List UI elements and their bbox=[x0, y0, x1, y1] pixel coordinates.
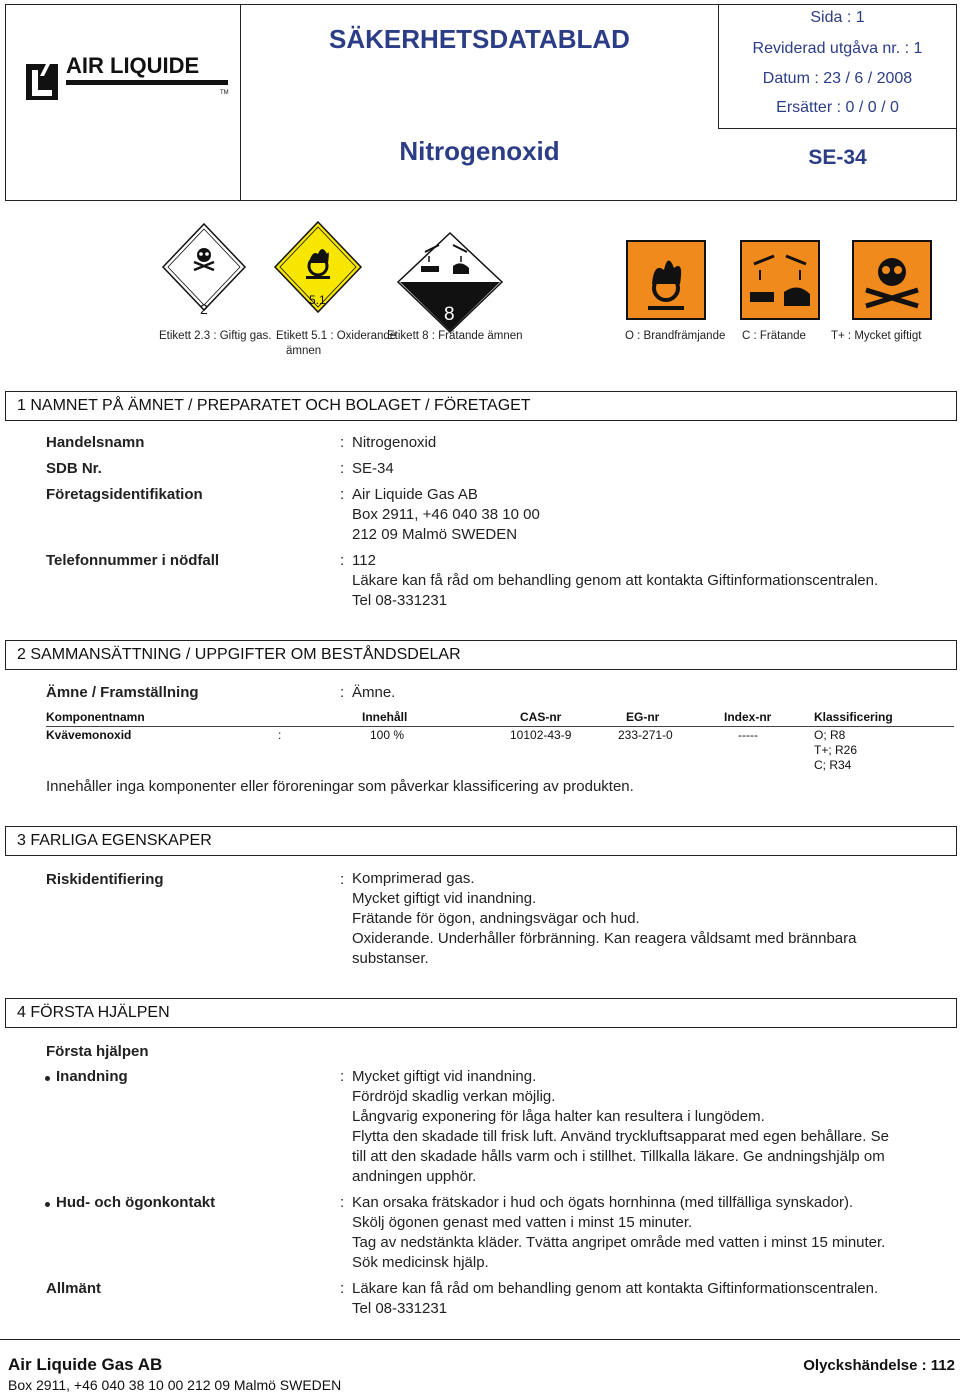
general-line-1: Läkare kan få råd om behandling genom att kontakta Giftinformationscentralen. bbox=[352, 1280, 879, 1297]
label-caption-oxidizer: Etikett 5.1 : Oxiderande bbox=[276, 330, 397, 342]
toxic-gas-diamond-icon bbox=[160, 218, 250, 323]
footer-address: Box 2911, +46 040 38 10 00 212 09 Malmö SWEDEN bbox=[8, 1377, 342, 1393]
section-2-heading: 2 SAMMANSÄTTNING / UPPGIFTER OM BESTÅNDSDELAR bbox=[5, 640, 957, 670]
label-caption-O: O : Brandfrämjande bbox=[625, 330, 726, 342]
component-index: ----- bbox=[738, 728, 758, 742]
svg-text:TM: TM bbox=[220, 90, 229, 96]
colon: : bbox=[340, 486, 345, 503]
air-liquide-logo bbox=[24, 36, 234, 102]
svg-text:2: 2 bbox=[200, 301, 208, 317]
revision-number: Reviderad utgåva nr. : 1 bbox=[752, 40, 923, 57]
col-header-cas: CAS-nr bbox=[520, 710, 562, 724]
trade-name-value: Nitrogenoxid bbox=[352, 434, 437, 451]
colon: : bbox=[340, 552, 345, 569]
bullet-icon bbox=[45, 1076, 50, 1081]
general-label: Allmänt bbox=[46, 1280, 102, 1297]
component-name: Kvävemonoxid bbox=[46, 728, 132, 742]
revision-date: Datum : 23 / 6 / 2008 bbox=[762, 70, 913, 87]
colon: : bbox=[340, 460, 345, 477]
label-caption-toxic-gas: Etikett 2.3 : Giftig gas. bbox=[159, 330, 272, 342]
company-city: 212 09 Malmö SWEDEN bbox=[352, 526, 518, 543]
emergency-phone-value: 112 bbox=[352, 552, 376, 569]
risk-line-3: Frätande för ögon, andningsvägar och hud. bbox=[352, 910, 640, 927]
poison-center-phone: Tel 08-331231 bbox=[352, 592, 448, 609]
label-caption-Tplus: T+ : Mycket giftigt bbox=[831, 330, 922, 342]
company-box: Box 2911, +46 040 38 10 00 bbox=[352, 506, 540, 523]
sds-no-value: SE-34 bbox=[352, 460, 394, 477]
skin-eye-line-2: Skölj ögonen genast med vatten i minst 15 minuter. bbox=[352, 1214, 693, 1231]
component-cas: 10102-43-9 bbox=[510, 728, 572, 742]
skin-eye-label: Hud- och ögonkontakt bbox=[56, 1194, 216, 1211]
risk-line-1: Komprimerad gas. bbox=[352, 870, 475, 887]
composition-note: Innehåller inga komponenter eller föroreningar som påverkar klassificering av produkten. bbox=[46, 778, 634, 795]
svg-text:5.1: 5.1 bbox=[309, 293, 326, 307]
skin-eye-line-1: Kan orsaka frätskador i hud och ögats hornhinna (med tillfälliga synskador). bbox=[352, 1194, 854, 1211]
component-content: 100 % bbox=[370, 728, 405, 742]
trade-name-label: Handelsnamn bbox=[46, 434, 145, 451]
inhalation-line-5: till att den skadade hålls varm och i stillhet. Tillkalla läkare. Ge andningshjälp om bbox=[352, 1148, 885, 1165]
colon: : bbox=[340, 1280, 345, 1297]
sds-no-label: SDB Nr. bbox=[46, 460, 102, 477]
very-toxic-orange-icon bbox=[852, 240, 932, 320]
first-aid-subheading: Första hjälpen bbox=[46, 1043, 149, 1060]
section-4-heading: 4 FÖRSTA HJÄLPEN bbox=[5, 998, 957, 1028]
risk-line-4: Oxiderande. Underhåller förbränning. Kan reagera våldsamt med brännbara bbox=[352, 930, 857, 947]
replaces-date: Ersätter : 0 / 0 / 0 bbox=[776, 99, 899, 116]
colon: : bbox=[340, 434, 345, 451]
inhalation-line-4: Flytta den skadade till frisk luft. Använd tryckluftsapparat med egen behållare. Se bbox=[352, 1128, 889, 1145]
inhalation-line-2: Fördröjd skadlig verkan möjlig. bbox=[352, 1088, 556, 1105]
colon: : bbox=[340, 871, 345, 888]
page-number: Sida : 1 bbox=[810, 9, 865, 26]
table-header-rule bbox=[46, 726, 954, 727]
skin-eye-line-3: Tag av nedstänkta kläder. Tvätta angripet område med vatten i minst 15 minuter. bbox=[352, 1234, 886, 1251]
inhalation-line-1: Mycket giftigt vid inandning. bbox=[352, 1068, 537, 1085]
risk-id-label: Riskidentifiering bbox=[46, 871, 164, 888]
company-id-label: Företagsidentifikation bbox=[46, 486, 203, 503]
oxidizing-orange-icon bbox=[626, 240, 706, 320]
col-header-component: Komponentnamn bbox=[46, 710, 145, 724]
oxidizer-diamond-icon bbox=[272, 218, 364, 323]
section-3-heading: 3 FARLIGA EGENSKAPER bbox=[5, 826, 957, 856]
inhalation-label: Inandning bbox=[56, 1068, 128, 1085]
corrosive-orange-icon bbox=[740, 240, 820, 320]
corrosive-diamond-icon bbox=[395, 230, 505, 335]
risk-line-2: Mycket giftigt vid inandning. bbox=[352, 890, 537, 907]
col-header-eg: EG-nr bbox=[626, 710, 660, 724]
classification-line-2: T+; R26 bbox=[814, 743, 858, 757]
colon: : bbox=[278, 728, 282, 742]
emergency-phone-label: Telefonnummer i nödfall bbox=[46, 552, 220, 569]
label-caption-oxidizer-line2: ämnen bbox=[286, 345, 322, 357]
col-header-index: Index-nr bbox=[724, 710, 772, 724]
label-caption-corrosive: Etikett 8 : Frätande ämnen bbox=[387, 330, 523, 342]
col-header-content: Innehåll bbox=[362, 710, 408, 724]
colon: : bbox=[340, 1194, 345, 1211]
footer-rule bbox=[0, 1339, 960, 1340]
classification-line-3: C; R34 bbox=[814, 758, 852, 772]
col-header-classification: Klassificering bbox=[814, 710, 893, 724]
svg-text:AIR LIQUIDE: AIR LIQUIDE bbox=[66, 53, 200, 78]
svg-text:8: 8 bbox=[444, 304, 455, 325]
colon: : bbox=[340, 684, 345, 701]
inhalation-line-3: Långvarig exponering för låga halter kan resultera i lungödem. bbox=[352, 1108, 765, 1125]
product-name: Nitrogenoxid bbox=[399, 136, 560, 166]
header-logo-cell bbox=[5, 4, 241, 201]
colon: : bbox=[340, 1068, 345, 1085]
footer-emergency: Olyckshändelse : 112 bbox=[803, 1357, 955, 1374]
bullet-icon bbox=[45, 1202, 50, 1207]
inhalation-line-6: andningen upphör. bbox=[352, 1168, 477, 1185]
footer-company: Air Liquide Gas AB bbox=[8, 1355, 163, 1374]
skin-eye-line-4: Sök medicinsk hjälp. bbox=[352, 1254, 489, 1271]
component-eg: 233-271-0 bbox=[618, 728, 673, 742]
emergency-advice: Läkare kan få råd om behandling genom att kontakta Giftinformationscentralen. bbox=[352, 572, 879, 589]
company-name: Air Liquide Gas AB bbox=[352, 486, 478, 503]
classification-line-1: O; R8 bbox=[814, 728, 846, 742]
substance-label: Ämne / Framställning bbox=[46, 684, 199, 701]
section-1-heading: 1 NAMNET PÅ ÄMNET / PREPARATET OCH BOLAGET / FÖRETAGET bbox=[5, 391, 957, 421]
substance-value: Ämne. bbox=[352, 684, 396, 701]
document-title: SÄKERHETSDATABLAD bbox=[329, 24, 630, 54]
risk-line-5: substanser. bbox=[352, 950, 429, 967]
sds-number: SE-34 bbox=[808, 146, 867, 169]
label-caption-C: C : Frätande bbox=[742, 330, 806, 342]
general-line-2: Tel 08-331231 bbox=[352, 1300, 448, 1317]
